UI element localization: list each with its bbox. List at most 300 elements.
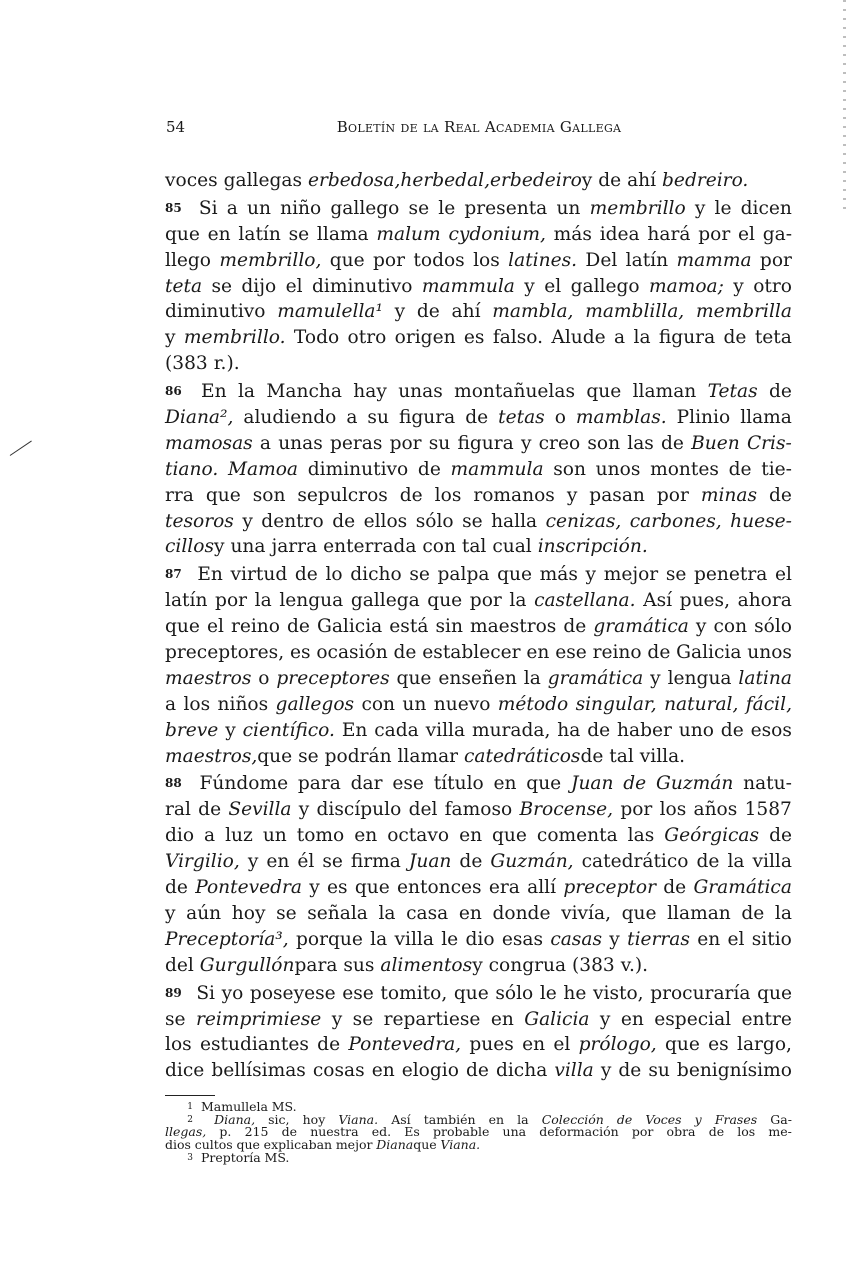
- text-line: [165, 640, 792, 666]
- word: de: [661, 432, 684, 454]
- running-title: Boletín de la Real Academia Gallega: [336, 118, 622, 136]
- word: preceptores: [276, 667, 390, 689]
- text-line: [165, 692, 792, 718]
- word: latín: [165, 590, 208, 612]
- text-line: [165, 379, 792, 405]
- word: de: [720, 719, 744, 741]
- word: la: [237, 381, 255, 403]
- word: en: [459, 825, 483, 847]
- word: el: [206, 616, 224, 638]
- word: penetra: [694, 564, 768, 586]
- word: es: [327, 877, 348, 899]
- word: Viana.: [338, 1111, 379, 1127]
- word: tomo: [296, 825, 345, 847]
- numbered-paragraph: [165, 771, 792, 978]
- word: membrilla: [695, 301, 792, 323]
- word: vivía,: [561, 902, 611, 924]
- word: su: [428, 432, 451, 454]
- word: entonces: [397, 877, 482, 899]
- word: la: [370, 928, 388, 950]
- word: de: [294, 564, 318, 586]
- word: probable: [433, 1124, 490, 1140]
- word: dicha: [495, 1060, 548, 1082]
- word: tal: [609, 745, 634, 767]
- word: de: [663, 877, 687, 899]
- word: la: [774, 902, 792, 924]
- word: y: [599, 1008, 611, 1030]
- word: Voces: [645, 1111, 682, 1127]
- word: pues: [469, 1034, 514, 1056]
- word: largo,: [737, 1034, 792, 1056]
- word: que: [329, 249, 365, 271]
- word: las: [627, 432, 654, 454]
- word: Si: [198, 197, 218, 219]
- word: cada: [374, 719, 419, 741]
- word: dar: [350, 773, 383, 795]
- word: en: [697, 928, 721, 950]
- word: ga-: [762, 223, 792, 245]
- word: ha: [557, 719, 581, 741]
- word: llaman: [667, 902, 731, 924]
- text-line: [165, 823, 792, 849]
- paragraph-number: 86: [165, 384, 182, 399]
- word: En: [197, 564, 223, 586]
- word: Mamoa: [227, 458, 299, 480]
- word: idea: [599, 223, 640, 245]
- numbered-paragraph: [165, 379, 792, 560]
- word: otro: [753, 275, 792, 297]
- word: Gramática: [693, 877, 792, 899]
- word: mejor: [335, 1137, 373, 1153]
- word: latín: [238, 223, 281, 245]
- word: se: [462, 510, 483, 532]
- word: villa: [752, 851, 792, 873]
- word: que: [586, 381, 622, 403]
- word: alimentos: [380, 954, 473, 976]
- word: Sevilla: [228, 799, 292, 821]
- word: que: [526, 773, 562, 795]
- word: tierras: [627, 928, 690, 950]
- word: unos: [595, 458, 641, 480]
- paragraph-number: 89: [165, 985, 182, 1000]
- word: gramática: [593, 616, 689, 638]
- word: de: [465, 407, 489, 429]
- word: se: [276, 902, 297, 924]
- word: y: [520, 432, 532, 454]
- word: esos: [750, 719, 792, 741]
- word: murada,: [471, 719, 551, 741]
- word: diminutivo: [307, 458, 409, 480]
- word: gramática: [547, 667, 644, 689]
- text-line: [165, 771, 792, 797]
- word: en: [207, 223, 231, 245]
- word: de: [165, 877, 188, 899]
- word: visto,: [593, 982, 644, 1004]
- word: gallega: [350, 590, 420, 612]
- word: una: [502, 1124, 527, 1140]
- word: sólo: [754, 616, 792, 638]
- word: en: [266, 851, 290, 873]
- footnote-mark: 3: [187, 1152, 193, 1163]
- text-line: [165, 666, 792, 692]
- word: y: [650, 667, 661, 689]
- word: ellos: [363, 510, 408, 532]
- word: es: [463, 327, 485, 349]
- word: tiano.: [165, 458, 219, 480]
- word: Plinio: [676, 407, 731, 429]
- word: la: [727, 851, 745, 873]
- word: en: [488, 1111, 505, 1127]
- word: en: [526, 642, 550, 664]
- word: con: [422, 536, 456, 558]
- margin-pencil-mark: [10, 441, 32, 456]
- text-line: [165, 457, 792, 483]
- word: llama: [740, 407, 792, 429]
- scan-edge-artifact: [843, 0, 846, 210]
- word: que: [165, 616, 200, 638]
- word: el: [544, 275, 562, 297]
- word: llaman: [632, 381, 697, 403]
- text-line: [165, 901, 792, 927]
- word: erbedeiro: [490, 170, 582, 191]
- word: sepulcros: [297, 484, 388, 506]
- word: membrillo: [589, 197, 686, 219]
- word: con: [713, 616, 748, 638]
- word: gallegas: [223, 170, 303, 191]
- word: unas: [278, 432, 323, 454]
- word: la: [517, 1111, 529, 1127]
- word: el: [727, 928, 745, 950]
- word: me-: [768, 1124, 792, 1140]
- word: enseñen: [438, 667, 517, 689]
- word: los: [165, 1034, 192, 1056]
- word: En: [341, 719, 368, 741]
- word: y: [165, 327, 176, 349]
- word: MS.: [264, 1149, 290, 1165]
- word: mamulella¹: [277, 301, 383, 323]
- word: se: [409, 564, 430, 586]
- page-number: 54: [166, 118, 186, 136]
- word: hará: [647, 223, 691, 245]
- word: Geórgicas: [664, 825, 760, 847]
- word: estudiantes: [199, 1034, 309, 1056]
- word: Mancha: [266, 381, 342, 403]
- word: figura: [658, 327, 716, 349]
- paragraph-number: 85: [165, 200, 182, 215]
- word: a: [204, 825, 216, 847]
- word: y: [600, 1060, 612, 1082]
- word: teta: [165, 275, 203, 297]
- word: inscripción.: [537, 536, 648, 558]
- word: Gurgullón: [199, 954, 295, 976]
- word: los: [737, 1124, 756, 1140]
- word: en: [371, 1060, 395, 1082]
- word: figura: [398, 407, 456, 429]
- word: Así: [391, 1111, 411, 1127]
- word: más: [553, 223, 592, 245]
- word: un: [262, 825, 287, 847]
- word: 1587: [744, 799, 792, 821]
- word: y: [566, 484, 578, 506]
- word: aún: [186, 902, 222, 924]
- word: minas: [700, 484, 758, 506]
- word: hoy: [302, 1111, 326, 1127]
- word: octavo: [387, 825, 450, 847]
- word: en: [354, 825, 378, 847]
- word: castellana.: [534, 590, 636, 612]
- word: se: [322, 851, 343, 873]
- word: el: [738, 223, 755, 245]
- word: Es: [404, 1124, 420, 1140]
- word: los: [183, 693, 211, 715]
- word: poseyese: [249, 982, 336, 1004]
- word: peras: [329, 432, 383, 454]
- word: que: [396, 667, 432, 689]
- word: diminutivo: [165, 301, 266, 323]
- word: de: [459, 851, 483, 873]
- word: de: [618, 1060, 642, 1082]
- word: Guzmán: [656, 773, 734, 795]
- word: p.: [219, 1124, 232, 1140]
- numbered-paragraph: [165, 196, 792, 377]
- word: que: [757, 982, 792, 1004]
- word: Si: [196, 982, 215, 1004]
- word: ral: [165, 799, 191, 821]
- word: reino: [230, 616, 280, 638]
- word: y: [394, 301, 406, 323]
- text-line: [165, 351, 792, 377]
- word: Guzmán,: [490, 851, 574, 873]
- word: figura: [457, 432, 514, 454]
- word: tesoros: [165, 510, 234, 532]
- text-line: [165, 981, 792, 1007]
- word: 215: [244, 1124, 269, 1140]
- text-line: [165, 927, 792, 953]
- word: mammula: [450, 458, 544, 480]
- text-line: [165, 325, 792, 351]
- word: rra: [165, 484, 194, 506]
- word: ese: [555, 642, 587, 664]
- word: o: [258, 667, 270, 689]
- word: dice: [165, 1060, 205, 1082]
- word: voces: [165, 170, 218, 191]
- word: latín: [625, 249, 669, 271]
- word: en: [620, 1008, 644, 1030]
- word: creo: [538, 432, 581, 454]
- word: entre: [741, 1008, 792, 1030]
- word: latines.: [508, 249, 578, 271]
- word: dio: [165, 825, 195, 847]
- word: En: [201, 381, 227, 403]
- text-line: [165, 483, 792, 509]
- word: para: [297, 773, 341, 795]
- word: en: [458, 902, 482, 924]
- word: palpa: [437, 564, 490, 586]
- word: dio: [465, 928, 495, 950]
- word: Cris-: [746, 432, 792, 454]
- word: virtud: [230, 564, 288, 586]
- numbered-paragraph: [165, 981, 792, 1085]
- text-line: [165, 431, 792, 457]
- word: MS.: [271, 1099, 297, 1114]
- word: el: [285, 275, 303, 297]
- word: ocasión: [316, 642, 388, 664]
- word: villa: [554, 1060, 594, 1082]
- word: el: [553, 1034, 571, 1056]
- word: el: [774, 564, 792, 586]
- word: señala: [307, 902, 368, 924]
- word: de: [281, 1124, 298, 1140]
- word: la: [523, 667, 541, 689]
- word: los: [659, 799, 687, 821]
- word: de: [741, 902, 765, 924]
- word: Buen: [691, 432, 740, 454]
- word: y: [695, 616, 707, 638]
- word: Juan: [570, 773, 614, 795]
- word: de: [587, 719, 611, 741]
- word: hoy: [231, 902, 266, 924]
- word: Galicia: [316, 616, 383, 638]
- word: se: [408, 197, 430, 219]
- word: presenta: [464, 197, 548, 219]
- word: maestros: [165, 667, 252, 689]
- footnote: [165, 1149, 792, 1165]
- footnote-mark: 2: [187, 1114, 193, 1125]
- word: romanos: [473, 484, 555, 506]
- word: enterrada: [323, 536, 417, 558]
- word: pues,: [679, 590, 731, 612]
- word: una: [230, 536, 266, 558]
- word: y: [524, 275, 535, 297]
- word: dios: [165, 1137, 191, 1153]
- word: por: [389, 432, 422, 454]
- word: por: [215, 590, 248, 612]
- word: luz: [225, 825, 253, 847]
- word: donde: [492, 902, 551, 924]
- word: repartiese: [383, 1008, 481, 1030]
- word: obra: [666, 1124, 696, 1140]
- word: del: [408, 799, 438, 821]
- word: erbedosa,: [307, 170, 401, 191]
- word: teta: [754, 327, 792, 349]
- word: título: [433, 773, 484, 795]
- word: llamar: [397, 745, 459, 767]
- word: v.).: [620, 954, 649, 976]
- word: sólo: [495, 982, 534, 1004]
- word: gallego: [330, 197, 400, 219]
- word: de: [769, 381, 792, 403]
- word: elogio: [401, 1060, 459, 1082]
- word: establecer: [422, 642, 521, 664]
- word: Tetas: [707, 381, 758, 403]
- word: deformación: [539, 1124, 619, 1140]
- word: a: [346, 407, 358, 429]
- word: y: [214, 536, 225, 558]
- word: por: [698, 223, 731, 245]
- word: mamoa;: [648, 275, 724, 297]
- word: preceptores,: [165, 642, 285, 664]
- word: procuraría: [650, 982, 751, 1004]
- word: su: [648, 1060, 670, 1082]
- word: bellísimas: [211, 1060, 306, 1082]
- word: él: [297, 851, 315, 873]
- word: de: [563, 616, 587, 638]
- word: tomito,: [380, 982, 448, 1004]
- word: reino: [592, 642, 642, 664]
- word: pasan: [589, 484, 645, 506]
- word: villa.: [639, 745, 686, 767]
- word: que: [354, 877, 390, 899]
- word: famoso: [444, 799, 513, 821]
- word: se: [288, 223, 310, 245]
- word: Preceptoría³,: [165, 928, 289, 950]
- word: uno: [678, 719, 714, 741]
- word: que: [453, 982, 489, 1004]
- word: villa: [425, 719, 466, 741]
- word: de: [332, 510, 356, 532]
- word: y: [733, 275, 744, 297]
- word: Galicia: [524, 1008, 590, 1030]
- word: Pontevedra: [195, 877, 302, 899]
- word: por: [631, 1124, 654, 1140]
- word: podrán: [324, 745, 392, 767]
- text-line: [165, 588, 792, 614]
- word: tie-: [761, 458, 792, 480]
- footnote: [165, 1111, 792, 1153]
- word: que: [665, 1034, 700, 1056]
- word: membrillo,: [219, 249, 322, 271]
- word: congrua: [488, 954, 567, 976]
- word: por: [469, 590, 502, 612]
- text-line: [165, 534, 792, 560]
- word: sus: [343, 954, 375, 976]
- word: hay: [353, 381, 387, 403]
- word: unos: [747, 642, 792, 664]
- word: método: [497, 693, 569, 715]
- word: de: [393, 642, 417, 664]
- word: es: [708, 1034, 729, 1056]
- word: prólogo,: [578, 1034, 657, 1056]
- word: para: [294, 954, 338, 976]
- word: y: [694, 1111, 702, 1127]
- word: casa: [406, 902, 449, 924]
- word: lengua: [279, 590, 344, 612]
- word: y: [247, 851, 259, 873]
- word: la: [633, 327, 651, 349]
- word: tetas: [498, 407, 545, 429]
- word: le: [714, 197, 732, 219]
- word: r.).: [213, 353, 240, 375]
- word: que: [257, 745, 293, 767]
- word: un: [402, 693, 427, 715]
- word: ed.: [371, 1124, 392, 1140]
- word: de: [708, 1124, 725, 1140]
- word: y: [165, 902, 176, 924]
- word: años: [693, 799, 738, 821]
- word: en: [522, 1034, 546, 1056]
- word: Diana²,: [165, 407, 234, 429]
- word: Así: [643, 590, 673, 612]
- word: haber: [617, 719, 672, 741]
- word: llama: [316, 223, 369, 245]
- word: diminutivo: [311, 275, 413, 297]
- word: malum: [376, 223, 441, 245]
- word: ese: [392, 773, 424, 795]
- word: su: [367, 407, 389, 429]
- word: son: [553, 458, 586, 480]
- word: Mamullela: [201, 1099, 268, 1114]
- footnote-line: [165, 1149, 792, 1165]
